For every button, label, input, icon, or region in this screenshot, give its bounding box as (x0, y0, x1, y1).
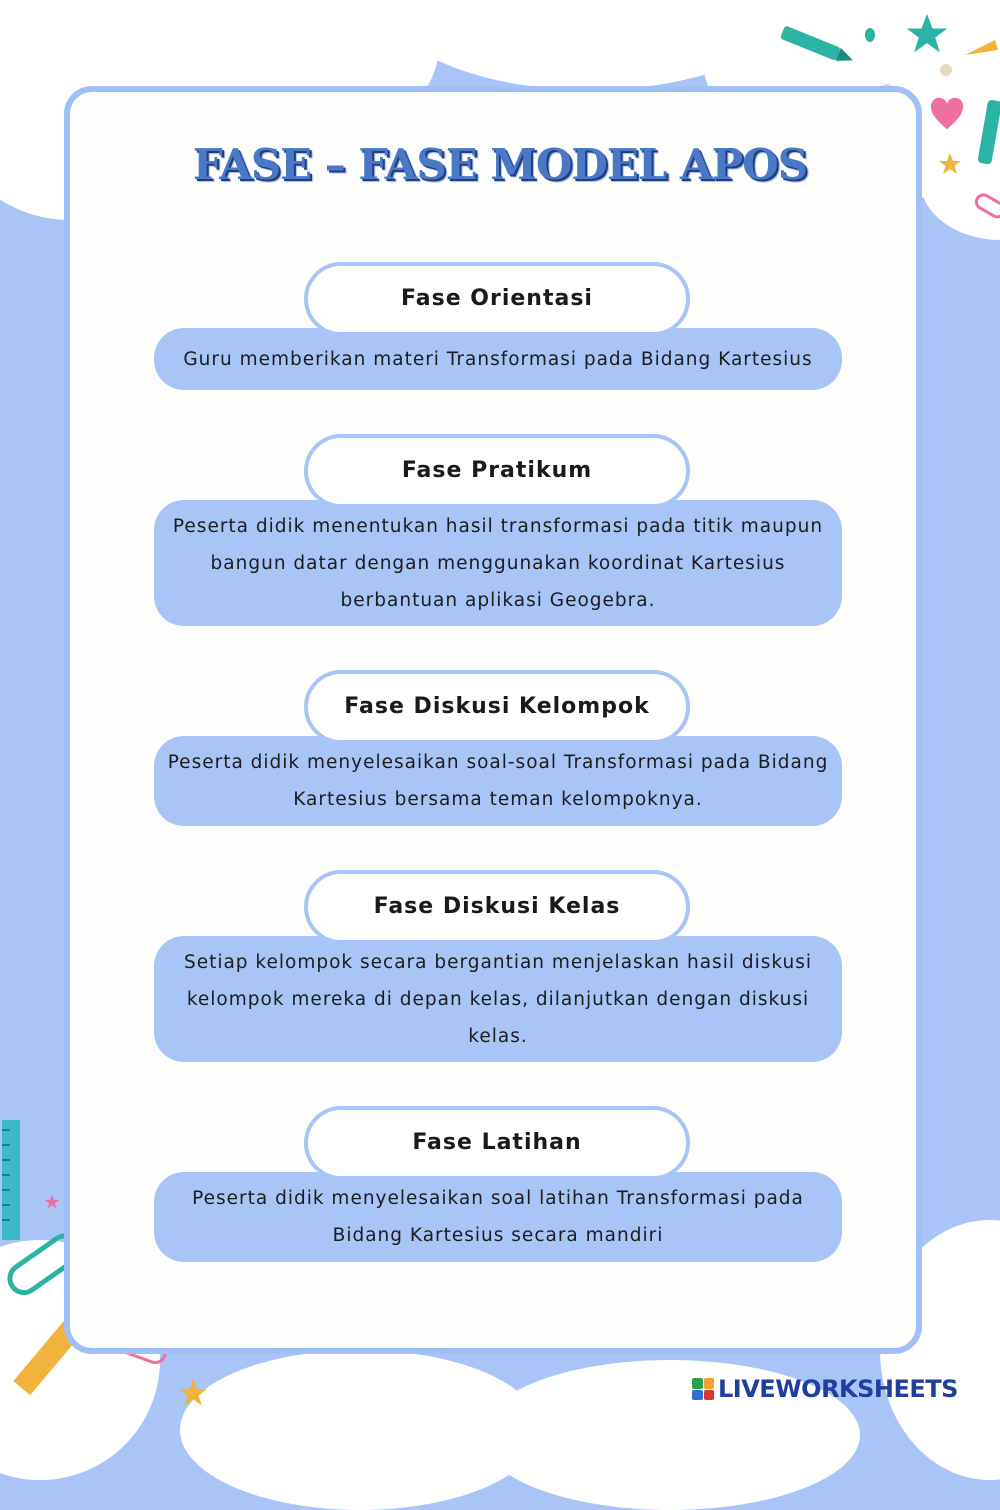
heart-icon (928, 96, 966, 134)
dot-decoration (940, 64, 952, 76)
phase-label: Fase Pratikum (304, 434, 690, 508)
liveworksheets-watermark (692, 1374, 958, 1404)
phase-description-text: Peserta didik menentukan hasil transformasi pada titik maupun bangun datar dengan menggunakan koordinat Kartesius berbantuan aplikasi Geogebra. (172, 515, 824, 611)
phase-description-text: Peserta didik menyelesaikan soal-soal Transformasi pada Bidang Kartesius bersama teman kelompoknya. (167, 752, 829, 810)
pink-star-icon (44, 1194, 60, 1210)
phase-description (154, 328, 842, 390)
phase-description-text: Setiap kelompok secara bergantian menjelaskan hasil diskusi kelompok mereka di depan kelas, dilanjutkan dengan diskusi kelas. (183, 951, 813, 1047)
crayon-icon (770, 20, 860, 70)
page-title: FASE – FASE MODEL APOS (192, 140, 808, 189)
dot-decoration (865, 28, 875, 42)
phase-label: Fase Diskusi Kelas (304, 870, 690, 944)
pencil-icon (960, 30, 1000, 70)
watermark-text: LIVEWORKSHEETS (718, 1375, 958, 1403)
phase-description (154, 936, 842, 1062)
phase-description-text: Peserta didik menyelesaikan soal latihan Transformasi pada Bidang Kartesius secara mandiri (192, 1188, 804, 1246)
phase-label: Fase Diskusi Kelompok (304, 670, 690, 744)
phase-description (154, 736, 842, 826)
paperclip-icon (968, 188, 1000, 228)
phase-description-text: Guru memberikan materi Transformasi pada Bidang Kartesius (183, 348, 813, 370)
star-icon (905, 12, 949, 56)
phase-description (154, 500, 842, 626)
phase-label: Fase Latihan (304, 1106, 690, 1180)
liveworksheets-logo-icon (692, 1378, 714, 1400)
phase-description (154, 1172, 842, 1262)
phase-label: Fase Orientasi (304, 262, 690, 336)
star-icon (178, 1378, 208, 1408)
